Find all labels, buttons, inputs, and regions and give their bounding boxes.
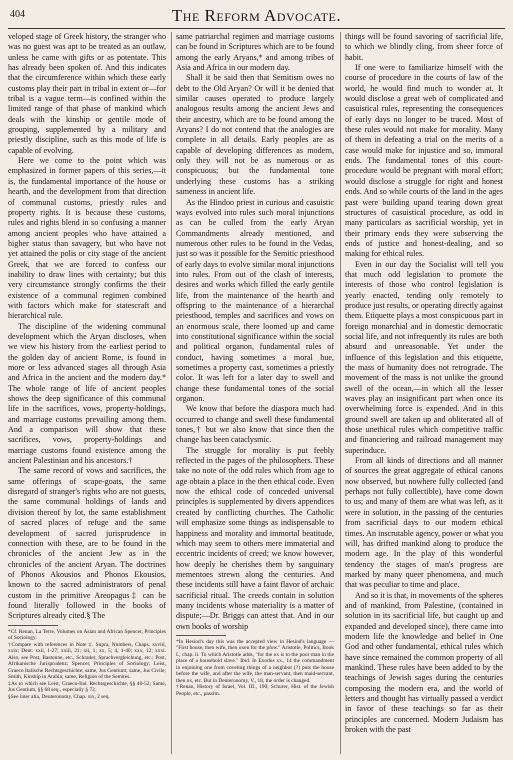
page-header (8, 6, 505, 29)
column-1 (8, 32, 166, 756)
footnote: †Renan, History of Israel, Vol. III., 190; Schurer, Hist. of the Jewish People, etc., passim. (176, 684, 334, 697)
footnote-separator (8, 625, 58, 626)
paragraph: things will be found savoring of sacrificial life, to which we blindly cling, from sheer force of habit. (345, 32, 503, 62)
footnote: *In Hesiod's day this was the accepted view in Hesiod's language — "First house, then wife, then oxen for the plow." Aristotle, Politics, Book I., chap. ii. To which Aristotle adds, "for the ox is to the poor man in the place of a household slave." Ibid. In Exodus xx., 14 the commandment in enjoining one from coveting things of a neighbor (?) puts the house before the wife, and after the wife, the man-servant, then maid-servant, then ox, etc. But in Deuteronomy, V., 18, the order is changed. (176, 638, 334, 684)
footnote-separator (176, 635, 226, 636)
paragraph: The struggle for morality is put feebly reflected in the pages of the philosophers. These take no note of the odd rules which from age to age obtain a place in the then ethical code. Even now the ethical code of conceded universal principles is supplemented by divers appendices created by conflicting churches. The Catholic will emphasize some things as indispensable to happiness and morality and immortal beatitude, which may seem to others mere immaterial and eccentric incidents of creed; we know however, how deeply he cherishes them by sanguinary mementoes strewn along the centuries. And these incidents still have a faint flavor of archaic sacrificial ritual. The creeds contain in solution many incidents whose materiality is a matter of dispute;—Dr. Briggs can attest that. And in our own books of worship (176, 445, 334, 631)
column-2 (176, 32, 334, 756)
column-3 (345, 32, 503, 756)
paragraph: And so it is that, in movements of the spheres and of mankind, from Palestine, (contained in solution in its sacrificial life, but caught up and expanded and developed since), there came into modern life the knowledge and belief in One God and other fundamental, ethical rules which have since remained the common property of all mankind. These rules have been added to by the teachings of Jewish sages during the centuries composing the modern era, and the world of letters and thought has virtually passed a verdict in favor of these teachings so far as their principles are concerned. Modern Judaism has broken with the past (345, 590, 503, 735)
page-number: 404 (10, 9, 25, 20)
column-divider (171, 32, 172, 754)
paragraph: Here we come to the point which was emphasized in former papers of this series,—it is, the fundamental importance of the house or hearth, and the development from that direction of communal customs, priestly rules and property rights. It is because these customs, rules and rights blend in so confusing a manner among ancient peoples who have attained a higher status than savagery, but who have not yet attained the polis or city stage of the ancient Greek, that we are forced to confess our inability to draw lines with certainty; but this very circumstance strongly confirms the their existence of a communal regimen combined with factors which make for statescraft and hierarchical rule. (8, 156, 166, 321)
column-divider (340, 32, 341, 754)
paragraph: same patriarchal regimen and marriage customs can be found in Scriptures which are to be found among the early Aryans,* and among tribes of Asia and Africa in our modern day. (176, 32, 334, 73)
paragraph: veloped stage of Greek history, the stranger who was no guest was apt to be treated as an outlaw, unless he came with gifts or as potentate. This has already been spoken of. And this indicates that the circumference within which these early customs play their part in tribal in extent or—for tribal is a vague term—is confined within the limited range of that phase of mankind which deals with the kinship or gentile mode of grouping, supplemented by a military and priestly discipline, such as this mode of life is capable of evolving. (8, 32, 166, 155)
paragraph: The discipline of the widening communal development which the Aryan discloses, when we view his history from the earliest period to the golden day of ancient Rome, is found in more or less advanced stages all through Asia and Africa in the ancient and the modern day.* The whole range of life of ancient peoples shows the deep significance of this communal life in the sacrifices, vows, property-holdings, and marriage customs prevailing among them. And a comparison will show that these sacrifices, vows, property-holdings and marriage customs found existence among the ancient Palestinian and his ancestors.† (8, 321, 166, 466)
journal-title: The Reform Advocate. (171, 6, 342, 25)
footnote: ‡As to which see Leist, Graeco-Ital. Rechtsgeschichte, §§ 40-52; Same, Jus Gentium, §§ 68 seq., especially § 72. (8, 680, 166, 694)
paragraph: As the Hindoo priest in curious and casuistic ways evolved into rules such moral injunctions as can be culled from the early Aryan Commandments already mentioned, and numerous other rules to be found in the Vedas, just so was it possible for the Semitic priesthood of early days to evolve similar moral injunctions into rules. From out of the clash of interests, desires and works which filled the early gentile life, from the maintenance of the hearth and offspring to the maintenance of a hierarchal priesthood, temples and sacrifices and vows on an enormous scale, there loomed up and came into constitutional significance within the social and political organon, fundamental rules of conduct, having sometimes a moral hue, sometimes a property cast, sometimes a priestly color. It was left for a later day to swell and change these fundamental tones of the social organon. (176, 197, 334, 404)
paragraph: If one were to familiarize himself with the course of procedure in the courts of law of the world, he would find much to wonder at. It would disclose a great web of complicated and casuistical rules, representing the consequences of early days no longer to be traced. Most of these rules would not make for morality. Many of them in defeating a trial on the merits of a case would make for injustice and so, immoral ends. The fundamental tones of this court-procedure would be pregnant with moral effort; would disclose a struggle for right and honest ends. And so while courts of the land in the ages past were building upand tearing down great structures of casuistical procedure, as odd in many particulars as sacrificial worship, yet in their primary ends they were subserving the ends of justice and honest-dealing, and so making for ethical rules. (345, 63, 503, 259)
paragraph: From all kinds of directions and all manner of sources the great aggregate of ethical canons now observed, but nowhere fully collected (and perhaps not fully collectible), have come down to us; and many of them are what was left, as it were in solution, in the passing of the centuries from sacrificial days to our modern ethical times. An inscrutable agency, power or what you will, has drifted mankind along to produce the modern age. In the play of this wonderful tendency the stages of man's progress are marked by many queer phenomena, and much that was peculiar to time and place. (345, 456, 503, 590)
paragraph: We know that before the diaspora much had occurred to change and swell these fundamental tones,† but we also know that since then the change has been cataclysmic. (176, 404, 334, 445)
footnote: †Compare with references in Note ‡. Supra, Numbers, Chaps. xxviii, xxix; Deut. xxii, 1-27; xxiii, 21; xii, 1; xx, 5; 4, 1-40; xxx, 12; xxxi. Also, see Post, Bastonne, etc., Schrader, Sprachvergleichung, etc.; Post, Afrikanische Jurisprudenz; Spencer, Principles of Sociology; Leist, Graeco Italische Rechtsgeschichte; same, Jus Gentium; same, Jus Civile; Smith, Kinship in Arabia; same, Religion of the Semites. (8, 641, 166, 681)
paragraph: The same record of vows and sacrifices, the same offerings of scape-goats, the same disregard of stranger's rights who are not guests, the same communal holdings of lands and division thereof by lot, the same establishment of sacred places of refuge and the same development of sacred jurisprudence in connection with these, are to be found in the chronicles of the ancient Jew as in the chronicles of the ancient Aryan. The doctrines of Phonos Akousios and Phonos Ekousios, known to the sacred administrators of penal custom in the primitive Areopagus‡ can be found literally followed in the books of Scriptures already cited.§ The (8, 466, 166, 621)
paragraph: Even in our day the Socialist will tell you that much odd legislation to promote the interests of those who control legislation is yearly enacted, tending only remotely to produce just results, or operating directly against them. Etiquette plays a most conspicuous part in foreign monarchial and in domestic democratic social life, and not infrequently its rules are both absurd and unreasonable. Yet under the influence of this legislation and this etiquette, the mass of humanity does not retrograde. The movement of the mass is not unlike the ground swell of the ocean,—in which all the lesser waves play an insignificant part when once its overwhelming force is expended. And in this ground swell are taken up and obliterated all of those unethical rules which competitive traffic and financiering and railroad management may superinduce. (345, 259, 503, 455)
paragraph: Shall it be said then that Semitism owes no debt to the Old Aryan? Or will it be denied that similar causes operated to produce largely analogous results among the ancient Jews and their ancestry, which are to be found among the Aryans? I do not contend that the analogies are complete in all details. Early peoples are as capable of developing differences as modern, only they will not be as numerous or as conspicuous; but the fundamental tone underlying these customs has a striking sameness in ancient life. (176, 73, 334, 197)
footnote: *Cf. Renan, La Terre, Volumes on Asian and African Spencer, Principles of Sociology. (8, 628, 166, 642)
footnote: §See inter alia, Deuteronomy, Chap. xix, 2 seq. (8, 693, 110, 700)
